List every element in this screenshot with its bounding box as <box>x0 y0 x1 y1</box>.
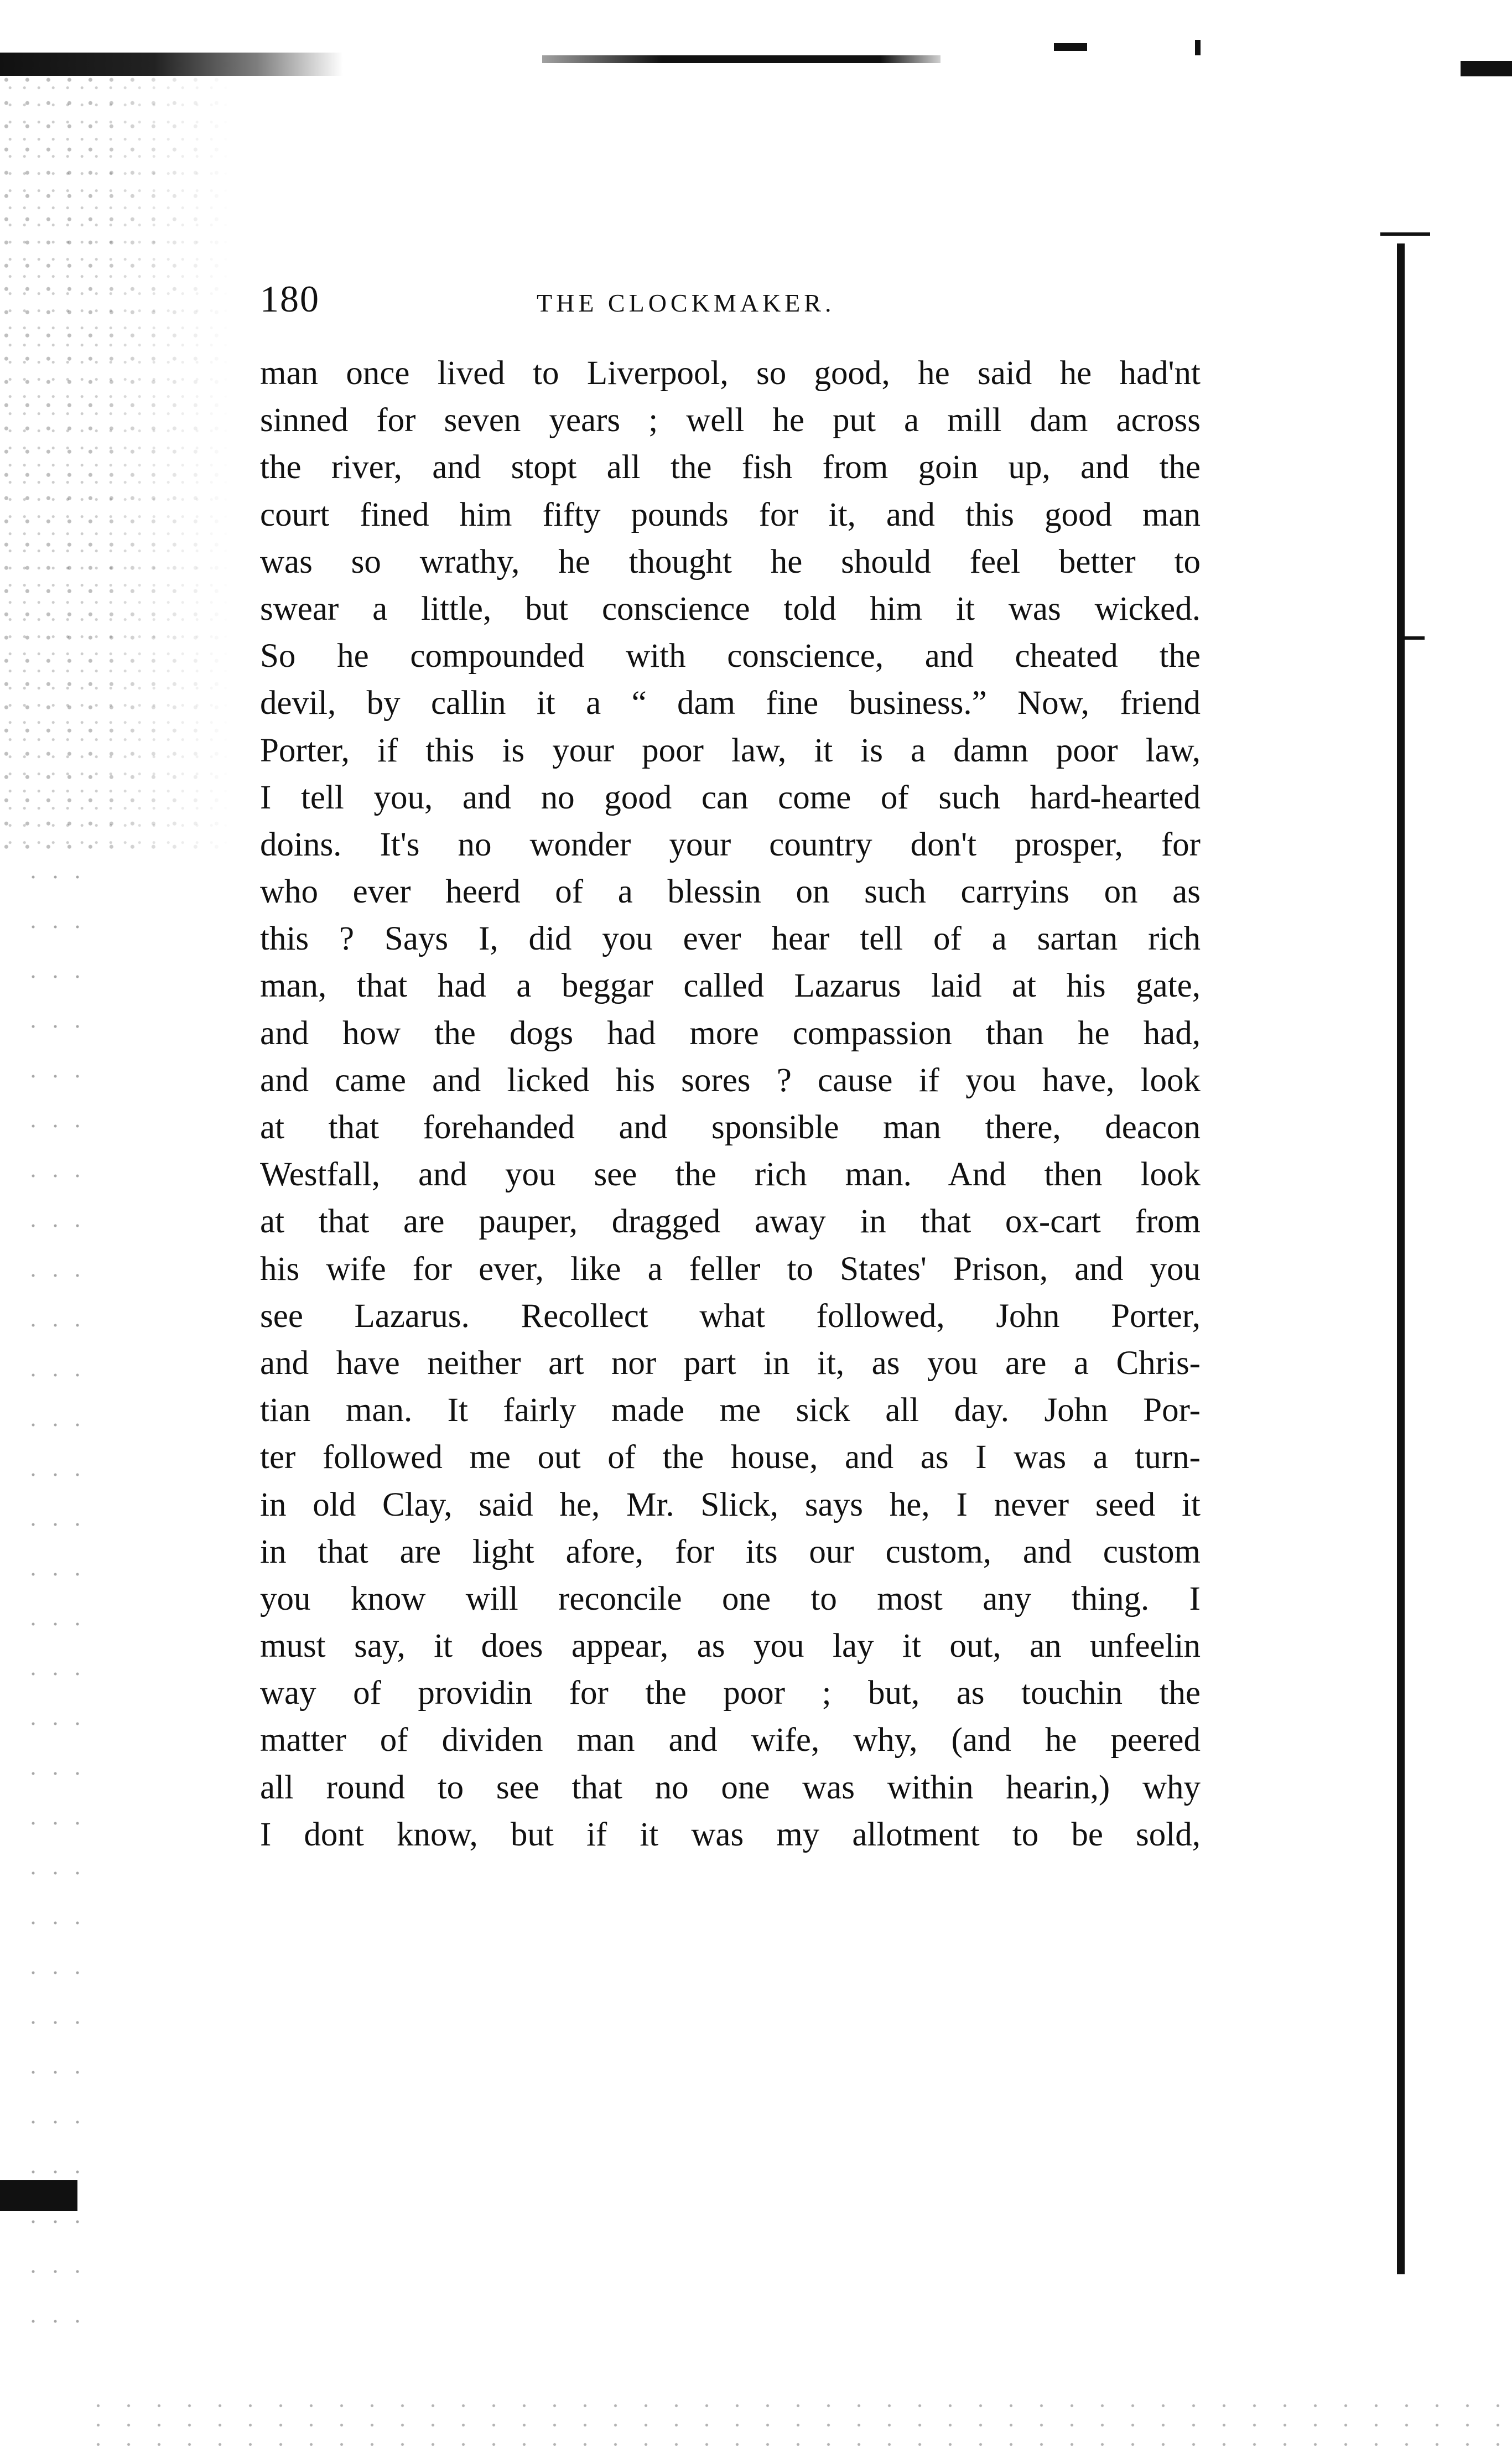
text-line: and came and licked his sores ? cause if you have, look <box>260 1061 1201 1099</box>
scan-speckle-left-margin <box>22 852 89 2346</box>
text-line: this ? Says I, did you ever hear tell of a sartan rich <box>260 920 1201 958</box>
text-line: who ever heerd of a blessin on such carryins on as <box>260 873 1201 911</box>
text-line: in that are light afore, for its our custom, and custom <box>260 1533 1201 1570</box>
text-line: at that are pauper, dragged away in that ox-cart from <box>260 1203 1201 1241</box>
scan-smudge-top-left <box>0 53 343 76</box>
text-line: in old Clay, said he, Mr. Slick, says he, I never seed it <box>260 1486 1201 1523</box>
scan-mark-top-right <box>1054 43 1087 51</box>
text-line: sinned for seven years ; well he put a mill dam across <box>260 402 1201 439</box>
text-line: see Lazarus. Recollect what followed, John Porter, <box>260 1297 1201 1335</box>
scan-speckle-left-edge <box>0 77 232 852</box>
scan-smudge-top <box>542 55 941 63</box>
text-line: doins. It's no wonder your country don't prosper, for <box>260 826 1201 863</box>
text-line: and how the dogs had more compassion than he had, <box>260 1014 1201 1052</box>
scan-mark-top-right-tick <box>1195 40 1201 55</box>
scan-speckle-bottom <box>83 2396 1510 2446</box>
scan-mark-right-1 <box>1402 636 1425 640</box>
text-line: the river, and stopt all the fish from goin up, and the <box>260 449 1201 486</box>
text-line: So he compounded with conscience, and cheated the <box>260 637 1201 675</box>
text-line: man once lived to Liverpool, so good, he said he had'nt <box>260 355 1201 392</box>
text-line: I tell you, and no good can come of such hard-hearted <box>260 779 1201 816</box>
scan-mark-corner <box>1461 61 1512 76</box>
text-line: ter followed me out of the house, and as I was a turn- <box>260 1439 1201 1476</box>
text-line: way of providin for the poor ; but, as touchin the <box>260 1674 1201 1712</box>
text-line: matter of dividen man and wife, why, (and he peered <box>260 1721 1201 1759</box>
text-line: and have neither art nor part in it, as you are a Chris- <box>260 1344 1201 1382</box>
text-line: his wife for ever, like a feller to States' Prison, and you <box>260 1250 1201 1288</box>
text-line: must say, it does appear, as you lay it out, an unfeelin <box>260 1627 1201 1665</box>
scan-mark-left-block <box>0 2180 77 2211</box>
text-line: devil, by callin it a “ dam fine business.” Now, friend <box>260 685 1201 722</box>
text-line: Porter, if this is your poor law, it is a damn poor law, <box>260 732 1201 769</box>
text-line: swear a little, but conscience told him it was wicked. <box>260 590 1201 628</box>
text-line: all round to see that no one was within hearin,) why <box>260 1769 1201 1806</box>
page-number: 180 <box>260 278 320 320</box>
text-line: I dont know, but if it was my allotment to be sold, <box>260 1816 1201 1853</box>
text-line: was so wrathy, he thought he should feel better to <box>260 543 1201 580</box>
text-line: tian man. It fairly made me sick all day. John Por- <box>260 1392 1201 1429</box>
body-text <box>260 350 1201 1858</box>
page-edge-shadow-right <box>1397 243 1405 2274</box>
text-line: Westfall, and you see the rich man. And then look <box>260 1156 1201 1194</box>
text-line: you know will reconcile one to most any thing. I <box>260 1580 1201 1617</box>
running-title: THE CLOCKMAKER. <box>537 289 835 317</box>
text-line: at that forehanded and sponsible man there, deacon <box>260 1109 1201 1146</box>
text-line: court fined him fifty pounds for it, and this good man <box>260 496 1201 533</box>
text-line: man, that had a beggar called Lazarus laid at his gate, <box>260 967 1201 1005</box>
scan-mark-right-2 <box>1380 232 1430 236</box>
